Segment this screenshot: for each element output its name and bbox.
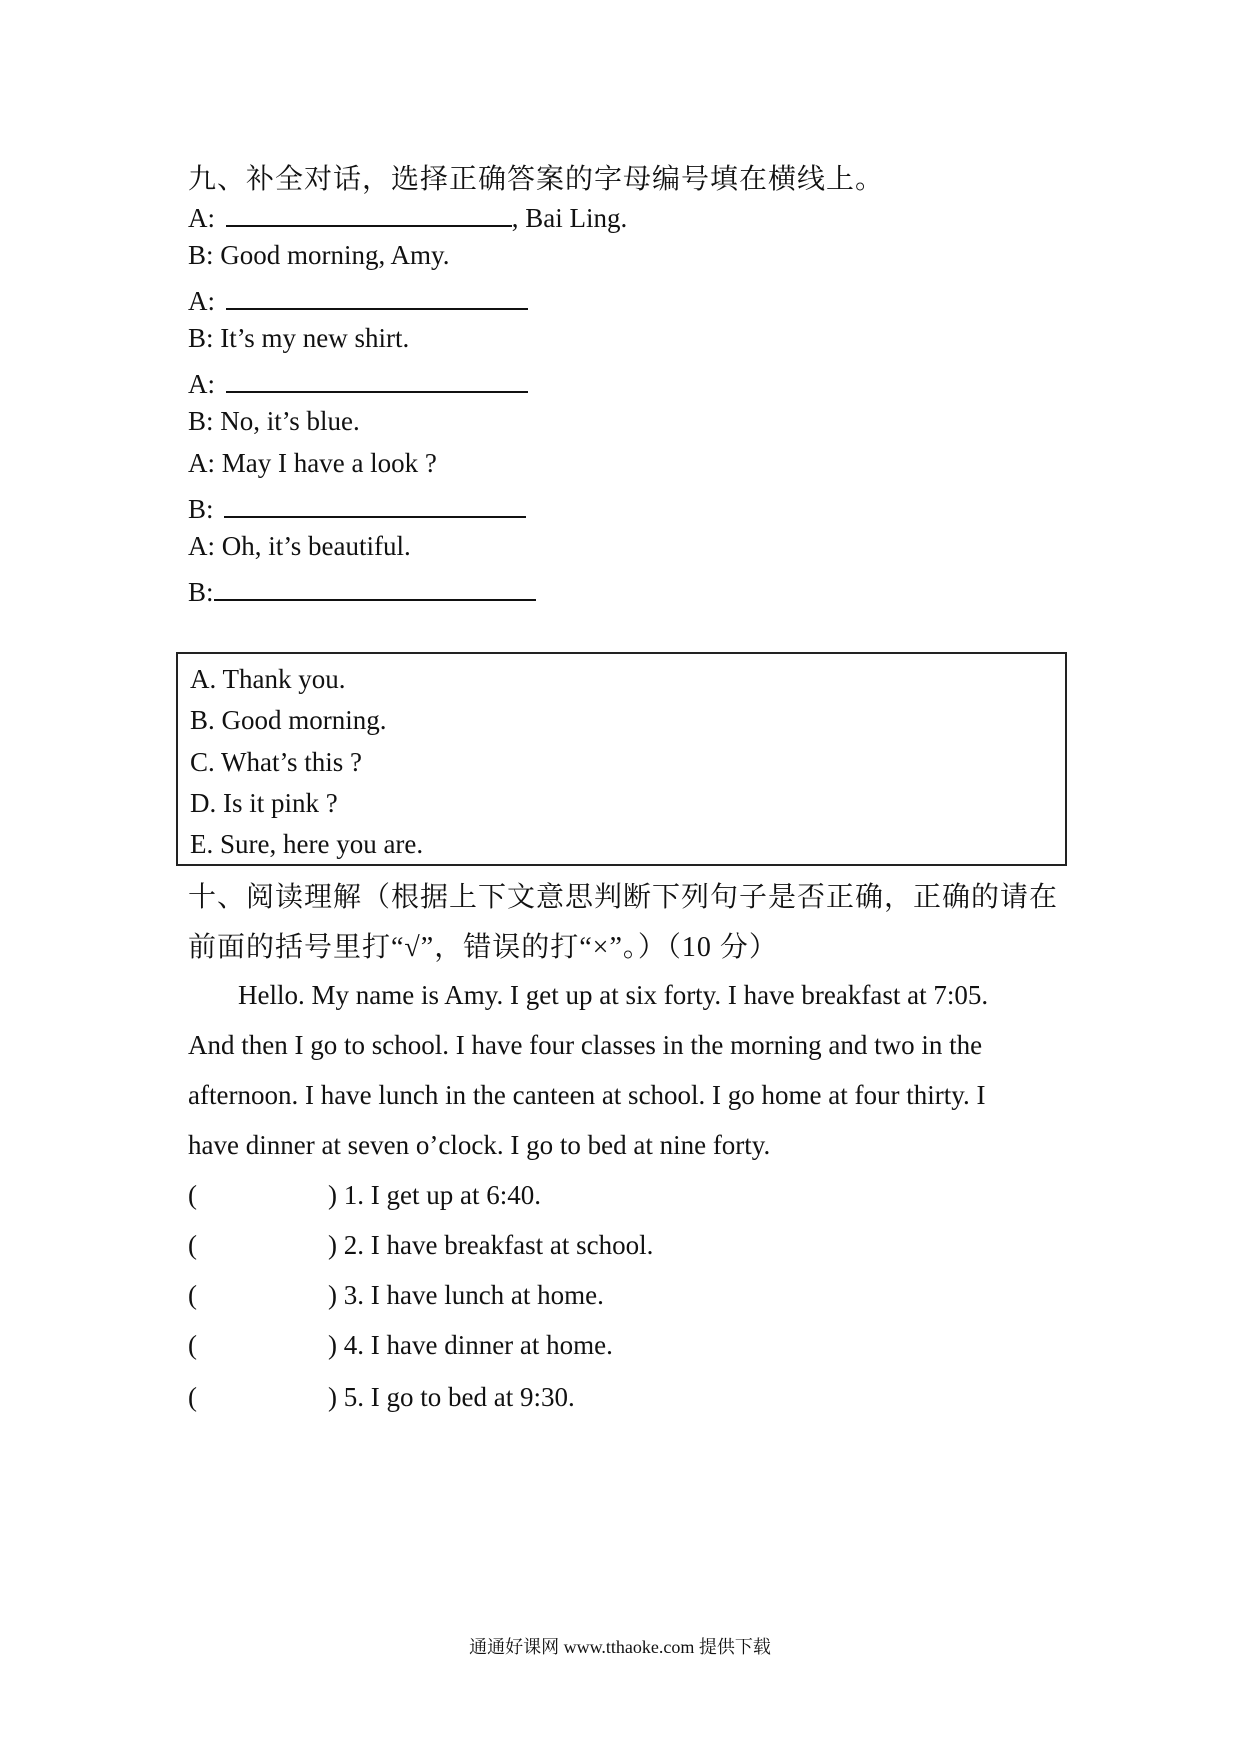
dialogue-line-2 [188, 240, 450, 271]
dialogue-line-8 [188, 490, 526, 525]
speaker-label: A: [188, 203, 215, 233]
passage-line-3: afternoon. I have lunch in the canteen at school. I go home at four thirty. I [188, 1080, 986, 1110]
statement-text: ) 5. I go to bed at 9:30. [328, 1382, 575, 1412]
statement-text: ) 2. I have breakfast at school. [328, 1230, 654, 1260]
answer-blank-4[interactable] [224, 490, 526, 518]
section-10-heading-line-2: 前面的括号里打“√”，错误的打“×”。）（10 分） [188, 932, 778, 963]
answer-bracket[interactable]: ( [188, 1230, 197, 1260]
speaker-label: B: [188, 406, 214, 436]
section-9-heading: 九、补全对话，选择正确答案的字母编号填在横线上。 [188, 164, 885, 195]
dialogue-text: May I have a look ? [221, 448, 437, 478]
statement-2 [188, 1230, 653, 1261]
answer-bracket[interactable]: ( [188, 1180, 197, 1210]
dialogue-text: , Bai Ling. [511, 203, 628, 233]
speaker-label: A: [188, 531, 215, 561]
statement-4 [188, 1330, 613, 1361]
footer-credit: 通通好课网 www.tthaoke.com 提供下载 [469, 1637, 771, 1657]
section-10-heading-line-1: 十、阅读理解（根据上下文意思判断下列句子是否正确，正确的请在 [188, 882, 1059, 913]
dialogue-line-7 [188, 448, 437, 479]
dialogue-text: No, it’s blue. [220, 406, 360, 436]
statement-text: ) 3. I have lunch at home. [328, 1280, 604, 1310]
dialogue-line-1 [188, 199, 627, 234]
option-d: D. Is it pink ? [190, 788, 338, 818]
dialogue-text: Good morning, Amy. [220, 240, 450, 270]
statement-text: ) 4. I have dinner at home. [328, 1330, 613, 1360]
dialogue-line-10 [188, 573, 536, 608]
answer-bracket[interactable]: ( [188, 1382, 197, 1412]
answer-bracket[interactable]: ( [188, 1280, 197, 1310]
dialogue-line-5 [188, 365, 528, 400]
answer-blank-5[interactable] [214, 573, 536, 601]
statement-3 [188, 1280, 604, 1311]
answer-blank-1[interactable] [226, 199, 512, 227]
dialogue-text: Oh, it’s beautiful. [221, 531, 411, 561]
answer-blank-3[interactable] [226, 365, 528, 393]
speaker-label: B: [188, 577, 214, 607]
passage-line-4: have dinner at seven o’clock. I go to bed at nine forty. [188, 1130, 771, 1160]
passage-line-1: Hello. My name is Amy. I get up at six forty. I have breakfast at 7:05. [238, 980, 989, 1010]
statement-text: ) 1. I get up at 6:40. [328, 1180, 541, 1210]
dialogue-line-3 [188, 282, 528, 317]
speaker-label: A: [188, 369, 215, 399]
statement-1 [188, 1180, 541, 1211]
speaker-label: B: [188, 494, 214, 524]
speaker-label: A: [188, 286, 215, 316]
option-b: B. Good morning. [190, 705, 387, 735]
speaker-label: B: [188, 323, 214, 353]
option-c: C. What’s this ? [190, 747, 362, 777]
option-e: E. Sure, here you are. [190, 829, 424, 859]
answer-bracket[interactable]: ( [188, 1330, 197, 1360]
speaker-label: A: [188, 448, 215, 478]
option-a: A. Thank you. [190, 664, 346, 694]
dialogue-line-4 [188, 323, 409, 354]
speaker-label: B: [188, 240, 214, 270]
dialogue-line-9 [188, 531, 411, 562]
statement-5 [188, 1382, 575, 1413]
passage-line-2: And then I go to school. I have four classes in the morning and two in the [188, 1030, 983, 1060]
answer-options-box [176, 652, 1067, 866]
dialogue-line-6 [188, 406, 360, 437]
dialogue-text: It’s my new shirt. [220, 323, 410, 353]
answer-blank-2[interactable] [226, 282, 528, 310]
